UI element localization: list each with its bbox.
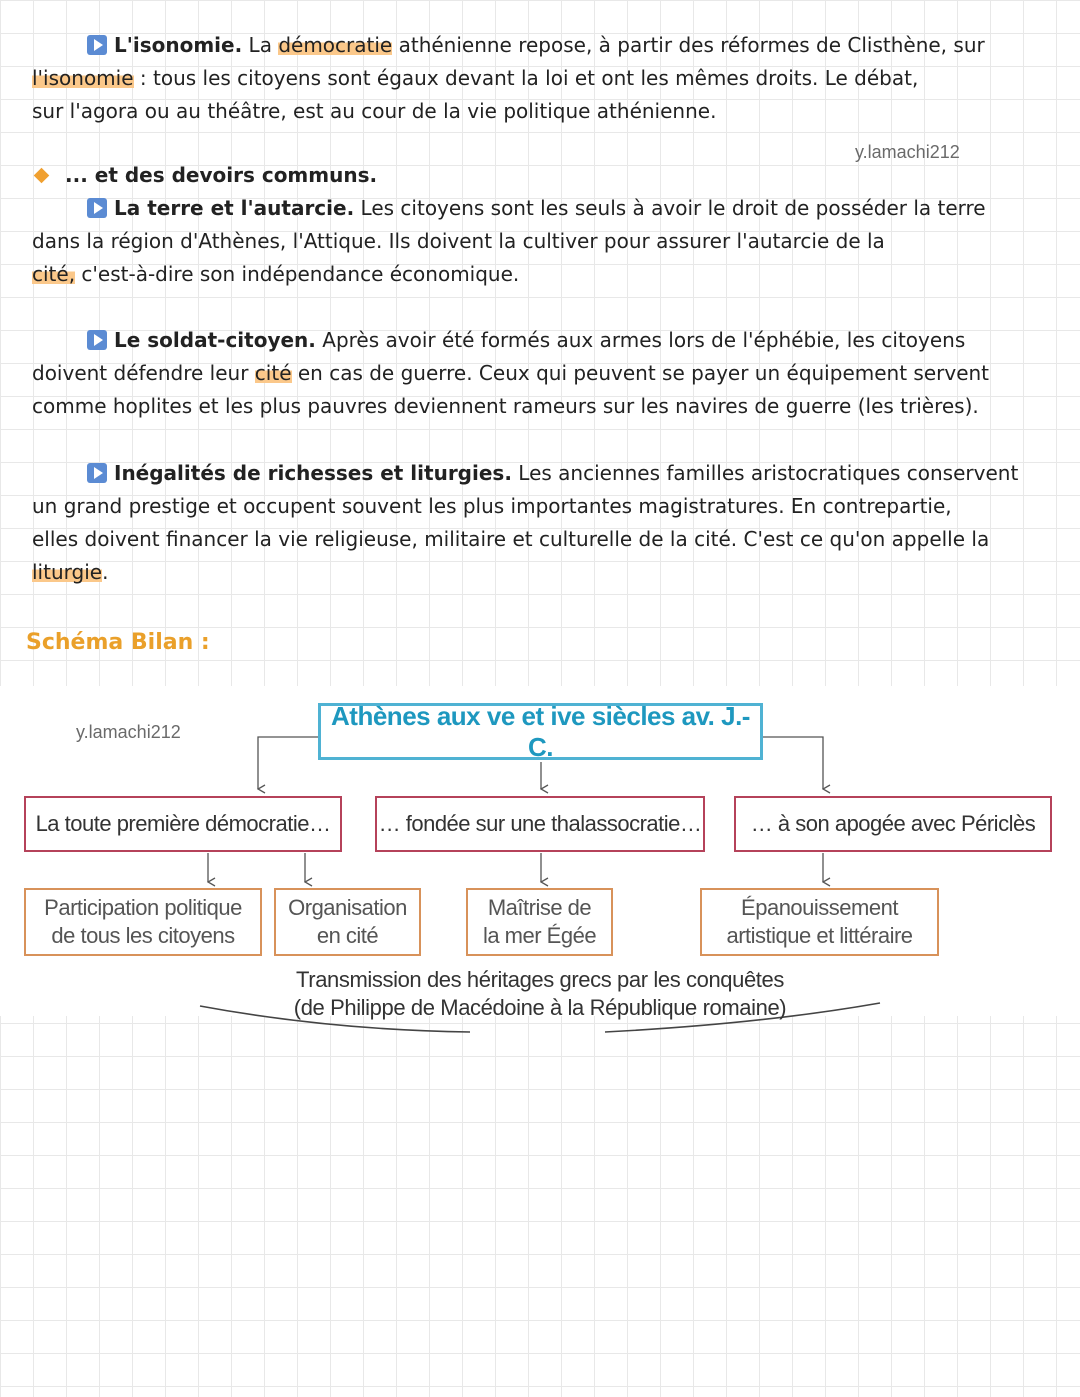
box-maitrise [466,888,613,956]
watermark-handle: y.lamachi212 [855,142,960,162]
text: La [242,33,279,57]
highlight-isonomie: l'isonomie [32,66,134,90]
highlight-liturgie: liturgie [32,560,103,584]
heading-terre: La terre et l'autarcie. [114,196,355,220]
box-line: en cité [316,923,379,948]
box-participation [24,888,262,956]
connector-right [763,737,823,789]
highlight-democratie: démocratie [278,33,393,57]
box-line: Participation politique [44,895,242,920]
text-line: comme hoplites et les plus pauvres deviennent rameurs sur les navires de guerre (les trières). [32,394,979,418]
transmission-line: (de Philippe de Macédoine à la République romaine) [293,995,787,1020]
box-line: Maîtrise de [487,895,592,920]
box-organisation [274,888,421,956]
text-line: elles doivent financer la vie religieuse, militaire et culturelle de la cité. C'est ce qu'on appelle la [32,527,990,551]
box-line: Organisation [288,895,407,920]
text-line: sur l'agora ou au théâtre, est au cour de la vie politique athénienne. [32,99,717,123]
text: . [102,560,109,584]
heading-isonomie: L'isonomie. [114,33,243,57]
box-epanouissement [700,888,939,956]
heading-inegalites: Inégalités de richesses et liturgies. [114,461,512,485]
text-line: dans la région d'Athènes, l'Attique. Ils doivent la cultiver pour assurer l'autarcie de la [32,229,885,253]
watermark-handle: y.lamachi212 [76,722,181,742]
text: : tous les citoyens sont égaux devant la loi et ont les mêmes droits. Le débat, [133,66,919,90]
heading-devoirs: ... et des devoirs communs. [65,163,378,187]
text-line: un grand prestige et occupent souvent les plus importantes magistratures. En contrepartie, [32,494,952,518]
box-democratie: La toute première démocratie… [24,796,342,852]
highlight-cite: cité, [32,262,76,286]
box-line: artistique et littéraire [726,923,913,948]
bilan-title: Schéma Bilan : [26,630,210,655]
heading-soldat: Le soldat-citoyen. [114,328,316,352]
text: en cas de guerre. Ceux qui peuvent se payer un équipement servent [291,361,990,385]
text: Les anciennes familles aristocratiques conservent [511,461,1019,485]
highlight-cite: cité [254,361,292,385]
box-line: Épanouissement [741,895,898,920]
text: athénienne repose, à partir des réformes de Clisthène, sur [392,33,985,57]
text: Les citoyens sont les seuls à avoir le droit de posséder la terre [354,196,986,220]
diagram-title: Athènes aux ve et ive siècles av. J.-C. [318,703,763,760]
box-thalassocratie: … fondée sur une thalassocratie… [375,796,705,852]
transmission-line: Transmission des héritages grecs par les conquêtes [296,967,784,992]
text: c'est-à-dire son indépendance économique. [75,262,520,286]
transmission-text [240,966,840,1022]
text: doivent défendre leur [32,361,255,385]
connector-left [258,737,318,789]
text: Après avoir été formés aux armes lors de l'éphébie, les citoyens [315,328,966,352]
box-pericles: … à son apogée avec Périclès [734,796,1052,852]
box-line: de tous les citoyens [51,923,235,948]
box-line: la mer Égée [482,923,597,948]
